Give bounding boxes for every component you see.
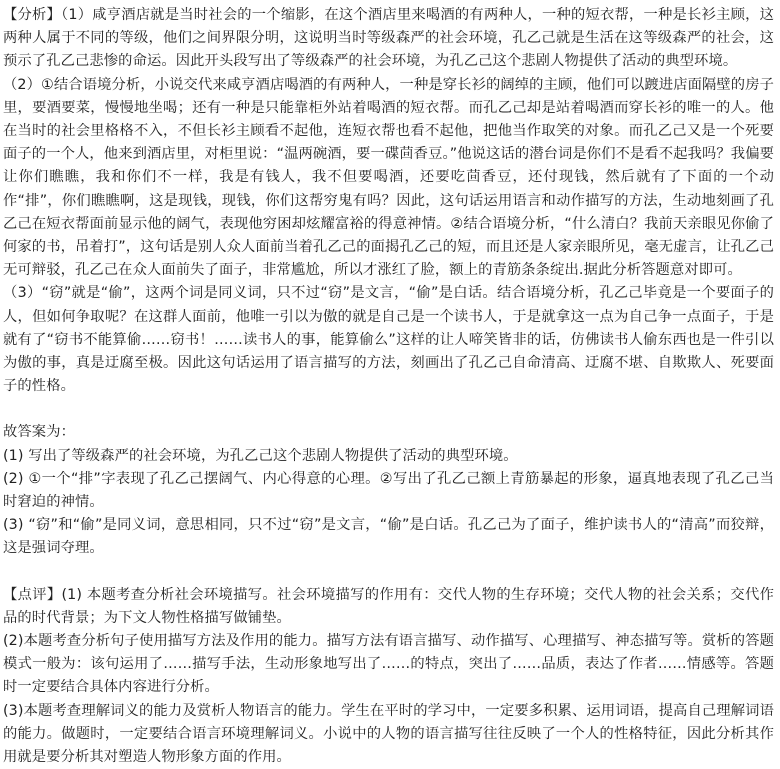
spacer [3, 561, 774, 584]
answer-label: 故答案为： [3, 424, 75, 441]
comment-1: 【点评】(1) 本题考查分析社会环境描写。社会环境描写的作用有：交代人物的生存环境；交代人物的社会关系；交代作品的时代背景；为下文人物性格描写做铺垫。 [3, 586, 774, 626]
comment-3: (3)本题考查理解词义的能力及赏析人物语言的能力。学生在平时的学习中，一定要多积累、运用词语，提高自己理解词语的能力。做题时，一定要结合语言环境理解词义。小说中的人物的语言描写往往反映了一个人的性格特征，因此分析其作用就是要分析其对塑造人物形象方面的作用。 [3, 702, 774, 766]
analysis-paragraph-3: （3）“窃”就是“偷”，这两个词是同义词，只不过“窃”是文言，“偷”是白话。结合语境分析，孔乙己毕竟是一个要面子的人，但如何争取呢？在这群人面前，他唯一引以为傲的就是自己是一个读书人，于是就拿这一点为自己争一点面子，于是就有了“窃书不能算偷……窃书！……读书人的事，能算偷么”这样的让人啼笑皆非的话，仿佛读书人偷东西也是一件引以为傲的事，真是迂腐至极。因此这句话运用了语言描写的方法，刻画出了孔乙己自命清高、迂腐不堪、自欺欺人、死要面子的性格。 [3, 285, 774, 395]
analysis-paragraph-2: （2）①结合语境分析，小说交代来咸亨酒店喝酒的有两种人，一种是穿长衫的阔绰的主顾，他们可以踱进店面隔壁的房子里，要酒要菜，慢慢地坐喝；还有一种是只能靠柜外站着喝酒的短衣帮。而孔乙己却是站着喝酒而穿长衫的唯一的人。他在当时的社会里格格不入，不但长衫主顾看不起他，连短衣帮也看不起他，把他当作取笑的对象。而孔乙己又是一个死要面子的一个人，他来到酒店里，对柜里说：“温两碗酒，要一碟茴香豆。”他说这话的潜台词是你们不是看不起我吗？我偏要让你们瞧瞧，我和你们不一样，我是有钱人，我不但要喝酒，还要吃茴香豆，还付现钱，然后就有了下面的一个动作“排”，你们瞧瞧啊，这是现钱，现钱，你们这帮穷鬼有吗？因此，这句话运用语言和动作描写的方法，生动地刻画了孔乙己在短衣帮面前显示他的阔气，表现他穷困却炫耀富裕的得意神情。②结合语境分析，“什么清白？我前天亲眼见你偷了何家的书，吊着打”，这句话是别人众人面前当着孔乙己的面揭孔乙己的短，而且还是人家亲眼所见，毫无虚言，让孔乙己无可辩驳，孔乙己在众人面前失了面子，非常尴尬，所以才涨红了脸，额上的青筋条条绽出.据此分析答题意对即可。 [3, 76, 774, 279]
comment-2: (2)本题考查分析句子使用描写方法及作用的能力。描写方法有语言描写、动作描写、心理描写、神态描写等。赏析的答题模式一般为：该句运用了……描写手法，生动形象地写出了……的特点，突出了……品质，表达了作者……情感等。答题时一定要结合具体内容进行分析。 [3, 633, 774, 696]
answer-1: (1) 写出了等级森严的社会环境，为孔乙己这个悲剧人物提供了活动的典型环境。 [3, 447, 518, 464]
answer-2: (2) ①一个“排”字表现了孔乙己摆阔气、内心得意的心理。②写出了孔乙己额上青筋暴起的形象，逼真地表现了孔乙己当时窘迫的神情。 [3, 470, 774, 511]
answer-3: (3) “窃”和“偷”是同义词，意思相同，只不过“窃”是文言，“偷”是白话。孔乙己为了面子，维护读书人的“清高”而狡辩，这是强词夺理。 [3, 517, 774, 557]
analysis-paragraph-1: 【分析】（1）咸亨酒店就是当时社会的一个缩影，在这个酒店里来喝酒的有两种人，一种的短衣帮，一种是长衫主顾，这两种人属于不同的等级，他们之间界限分明，这说明当时等级森严的社会环境，孔乙己就是生活在这等级森严的社会，这预示了孔乙己悲惨的命运。因此开头段写出了等级森严的社会环境，为孔乙己这个悲剧人物提供了活动的典型环境。 [3, 7, 774, 70]
spacer [3, 398, 774, 421]
